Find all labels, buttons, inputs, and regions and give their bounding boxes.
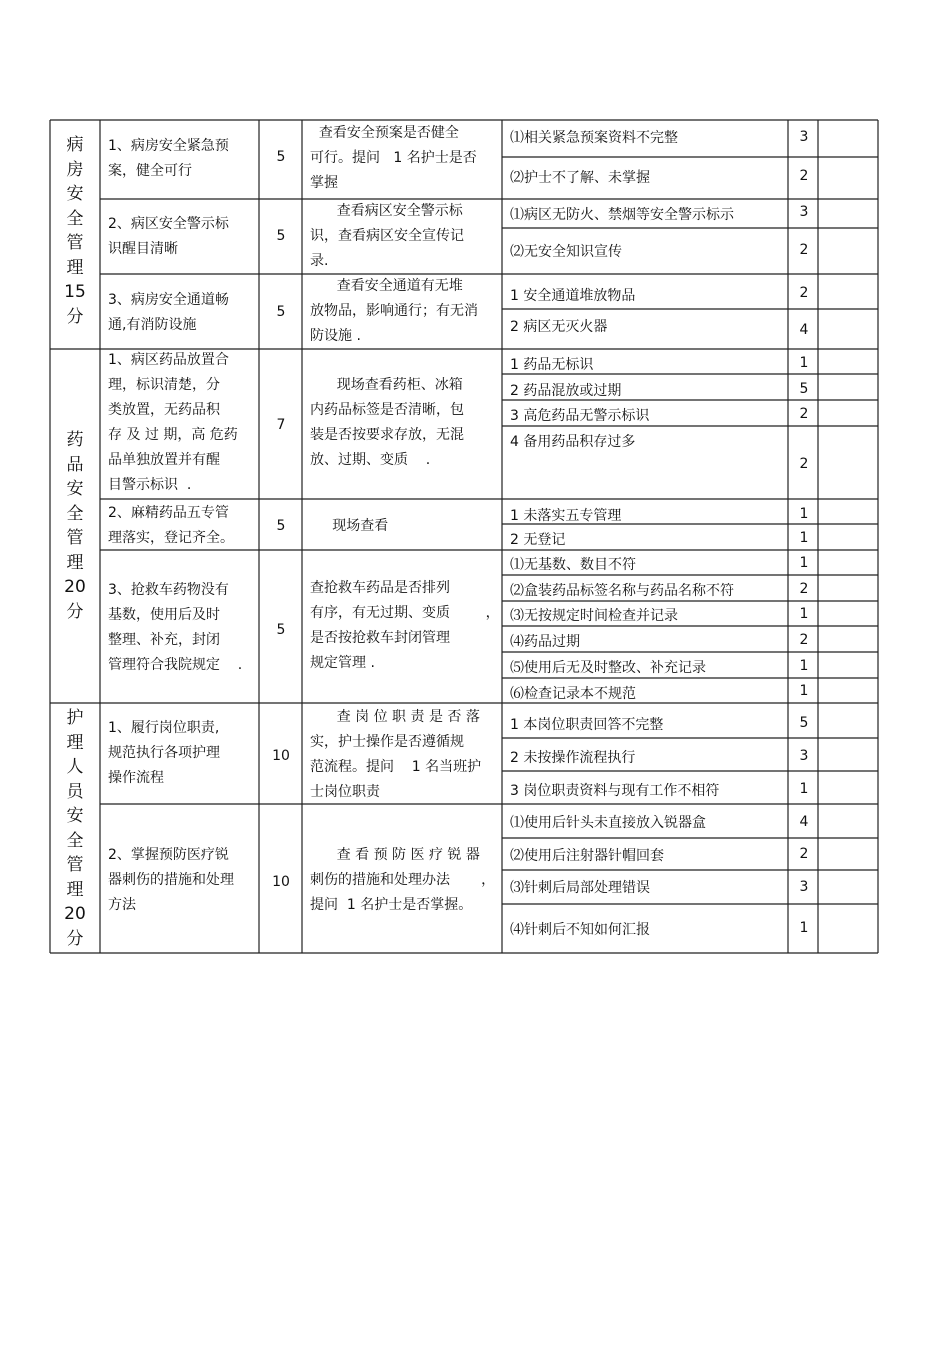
deduct-item: ⑶无按规定时间检查并记录 xyxy=(510,608,678,624)
row-score: 7 xyxy=(276,417,286,433)
deduct-item: ⑴使用后针头未直接放入锐器盒 xyxy=(510,815,706,831)
deduct-points: 3 xyxy=(799,204,809,220)
row-standard: 2、病区安全警示标 识醒目清晰 xyxy=(108,216,229,257)
deduct-points: 2 xyxy=(799,242,809,258)
deduct-item: ⑸使用后无及时整改、补充记录 xyxy=(510,660,706,676)
row-method: 查看安全通道有无堆 放物品，影响通行；有无消 防设施 . xyxy=(310,278,478,344)
deduct-points: 5 xyxy=(799,381,809,397)
deduct-points: 1 xyxy=(799,920,809,936)
row-method: 现场查看 xyxy=(310,518,389,534)
deduct-item: ⑴无基数、数目不符 xyxy=(510,557,636,573)
row-score: 5 xyxy=(276,304,286,320)
deduct-item: 2 病区无灭火器 xyxy=(510,319,608,335)
section-category: 病 房 安 全 管 理 15 分 xyxy=(64,135,86,327)
row-score: 10 xyxy=(272,874,290,890)
row-standard: 3、病房安全通道畅 通,有消防设施 xyxy=(108,292,229,333)
deduct-item: ⑴病区无防火、禁烟等安全警示标示 xyxy=(510,207,734,223)
deduct-item: 3 岗位职责资料与现有工作不相符 xyxy=(510,783,720,799)
row-standard: 2、掌握预防医疗锐 器刺伤的措施和处理 方法 xyxy=(108,847,234,913)
deduct-item: 2 无登记 xyxy=(510,532,566,548)
row-method: 查看病区安全警示标 识，查看病区安全宣传记 录. xyxy=(310,203,464,269)
deduct-points: 1 xyxy=(799,506,809,522)
deduct-item: 3 高危药品无警示标识 xyxy=(510,408,650,424)
row-method: 现场查看药柜、冰箱 内药品标签是否清晰，包 装是否按要求存放，无混 放、过期、变质 . xyxy=(310,377,464,468)
deduct-points: 1 xyxy=(799,355,809,371)
deduct-item: ⑵盒装药品标签名称与药品名称不符 xyxy=(510,583,734,599)
deduct-item: 4 备用药品积存过多 xyxy=(510,434,636,450)
deduct-points: 1 xyxy=(799,781,809,797)
deduct-item: ⑵使用后注射器针帽回套 xyxy=(510,848,664,864)
deduct-points: 5 xyxy=(799,715,809,731)
row-standard: 1、病房安全紧急预 案，健全可行 xyxy=(108,138,229,179)
row-standard: 1、履行岗位职责, 规范执行各项护理 操作流程 xyxy=(108,720,220,786)
deduct-points: 1 xyxy=(799,658,809,674)
row-method: 查 看 预 防 医 疗 锐 器 刺伤的措施和处理办法 ， 提问 1 名护士是否掌握。 xyxy=(310,847,496,913)
deduct-item: 1 安全通道堆放物品 xyxy=(510,288,636,304)
deduct-item: 1 本岗位职责回答不完整 xyxy=(510,717,664,733)
deduct-points: 4 xyxy=(799,322,809,338)
deduct-points: 1 xyxy=(799,555,809,571)
deduct-points: 1 xyxy=(799,530,809,546)
deduct-item: ⑷针刺后不知如何汇报 xyxy=(510,922,650,938)
row-score: 10 xyxy=(272,748,290,764)
row-score: 5 xyxy=(276,518,286,534)
deduct-points: 2 xyxy=(799,456,809,472)
deduct-points: 2 xyxy=(799,581,809,597)
deduct-points: 2 xyxy=(799,846,809,862)
row-method: 查抢救车药品是否排列 有序，有无过期、变质 ， 是否按抢救车封闭管理 规定管理 . xyxy=(310,580,500,671)
deduct-points: 3 xyxy=(799,129,809,145)
deduct-points: 1 xyxy=(799,683,809,699)
deduct-item: ⑵无安全知识宣传 xyxy=(510,244,622,260)
deduct-item: ⑶针刺后局部处理错误 xyxy=(510,880,650,896)
deduct-points: 3 xyxy=(799,879,809,895)
deduct-points: 2 xyxy=(799,406,809,422)
deduct-points: 1 xyxy=(799,606,809,622)
deduct-item: 1 未落实五专管理 xyxy=(510,508,622,524)
deduct-item: 1 药品无标识 xyxy=(510,357,594,373)
row-standard: 1、病区药品放置合 理，标识清楚，分 类放置，无药品积 存 及 过 期，高 危药 品单独放置并有醒 目警示标识 . xyxy=(108,352,238,493)
deduct-points: 2 xyxy=(799,285,809,301)
row-standard: 3、抢救车药物没有 基数，使用后及时 整理、补充，封闭 管理符合我院规定 . xyxy=(108,582,243,673)
row-score: 5 xyxy=(276,149,286,165)
row-method: 查 岗 位 职 责 是 否 落 实，护士操作是否遵循规 范流程。提问 1 名当班护 士岗位职责 xyxy=(310,709,482,800)
deduct-item: ⑴相关紧急预案资料不完整 xyxy=(510,130,678,146)
deduct-item: 2 未按操作流程执行 xyxy=(510,750,636,766)
deduct-points: 3 xyxy=(799,748,809,764)
row-standard: 2、麻精药品五专管 理落实，登记齐全。 xyxy=(108,505,234,546)
section-category: 护 理 人 员 安 全 管 理 20 分 xyxy=(64,708,86,949)
deduct-points: 2 xyxy=(799,168,809,184)
row-score: 5 xyxy=(276,228,286,244)
deduct-item: 2 药品混放或过期 xyxy=(510,383,622,399)
deduct-item: ⑹检查记录本不规范 xyxy=(510,686,636,702)
deduct-item: ⑵护士不了解、未掌握 xyxy=(510,170,650,186)
row-score: 5 xyxy=(276,622,286,638)
deduct-item: ⑷药品过期 xyxy=(510,634,580,650)
row-method: 查看安全预案是否健全 可行。提问 1 名护士是否 掌握 xyxy=(310,125,477,191)
section-category: 药 品 安 全 管 理 20 分 xyxy=(64,430,86,622)
deduct-points: 2 xyxy=(799,632,809,648)
deduct-points: 4 xyxy=(799,814,809,830)
